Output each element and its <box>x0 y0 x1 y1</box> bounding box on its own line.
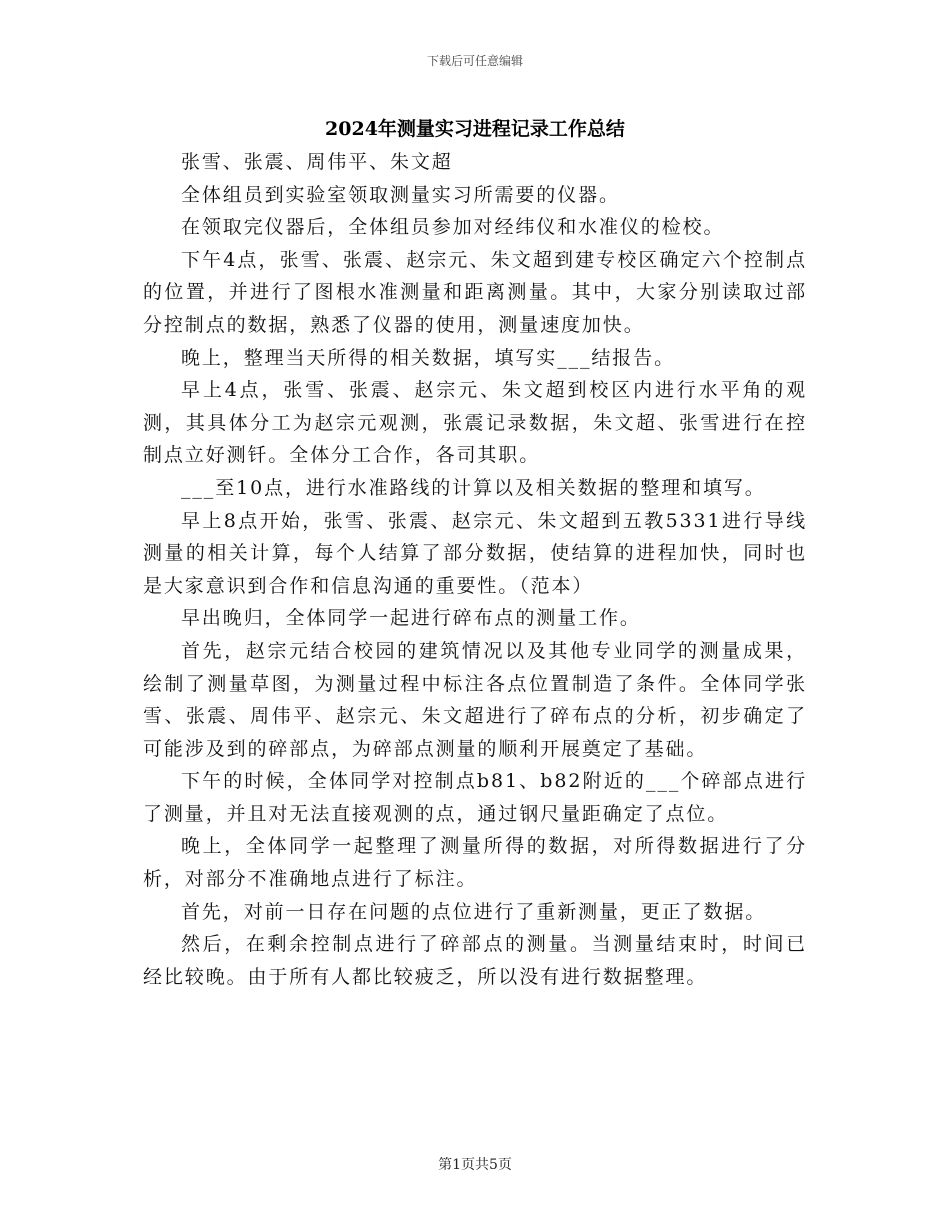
paragraph: 晚上，全体同学一起整理了测量所得的数据，对所得数据进行了分析，对部分不准确地点进行了标注。 <box>143 835 807 891</box>
paragraph: 早上8点开始，张雪、张震、赵宗元、朱文超到五教5331进行导线测量的相关计算，每个人结算了部分数据，使结算的进程加快，同时也是大家意识到合作和信息沟通的重要性。（范本） <box>143 509 807 597</box>
paragraph: 然后，在剩余控制点进行了碎部点的测量。当测量结束时，时间已经比较晚。由于所有人都比较疲乏，所以没有进行数据整理。 <box>143 933 807 988</box>
paragraph: ___至10点，进行水准路线的计算以及相关数据的整理和填写。 <box>181 476 766 499</box>
paragraph: 下午的时候，全体同学对控制点b81、b82附近的___个碎部点进行了测量，并且对无法直接观测的点，通过钢尺量距确定了点位。 <box>143 770 807 825</box>
document-body <box>143 146 807 993</box>
page-header-note: 下载后可任意编辑 <box>426 54 523 68</box>
paragraph: 首先，赵宗元结合校园的建筑情况以及其他专业同学的测量成果，绘制了测量草图，为测量过程中标注各点位置制造了条件。全体同学张雪、张震、周伟平、赵宗元、朱文超进行了碎布点的分析，初步确定了可能涉及到的碎部点，为碎部点测量的顺利开展奠定了基础。 <box>143 639 807 760</box>
paragraph: 晚上，整理当天所得的相关数据，填写实___结报告。 <box>181 346 676 369</box>
paragraph-members: 张雪、张震、周伟平、朱文超 <box>181 151 453 173</box>
paragraph: 下午4点，张雪、张震、赵宗元、朱文超到建专校区确定六个控制点的位置，并进行了图根水准测量和距离测量。其中，大家分别读取过部分控制点的数据，熟悉了仪器的使用，测量速度加快。 <box>143 248 807 336</box>
paragraph: 早上4点，张雪、张震、赵宗元、朱文超到校区内进行水平角的观测，其具体分工为赵宗元观测，张震记录数据，朱文超、张雪进行在控制点立好测钎。全体分工合作，各司其职。 <box>143 379 807 467</box>
paragraph: 早出晚归，全体同学一起进行碎布点的测量工作。 <box>181 607 641 630</box>
paragraph: 首先，对前一日存在问题的点位进行了重新测量，更正了数据。 <box>181 900 767 923</box>
paragraph: 在领取完仪器后，全体组员参加对经纬仪和水准仪的检校。 <box>181 216 725 239</box>
document-title: 2024年测量实习进程记录工作总结 <box>325 118 625 140</box>
paragraph: 全体组员到实验室领取测量实习所需要的仪器。 <box>181 183 620 206</box>
page-number: 第1页共5页 <box>438 1157 512 1173</box>
